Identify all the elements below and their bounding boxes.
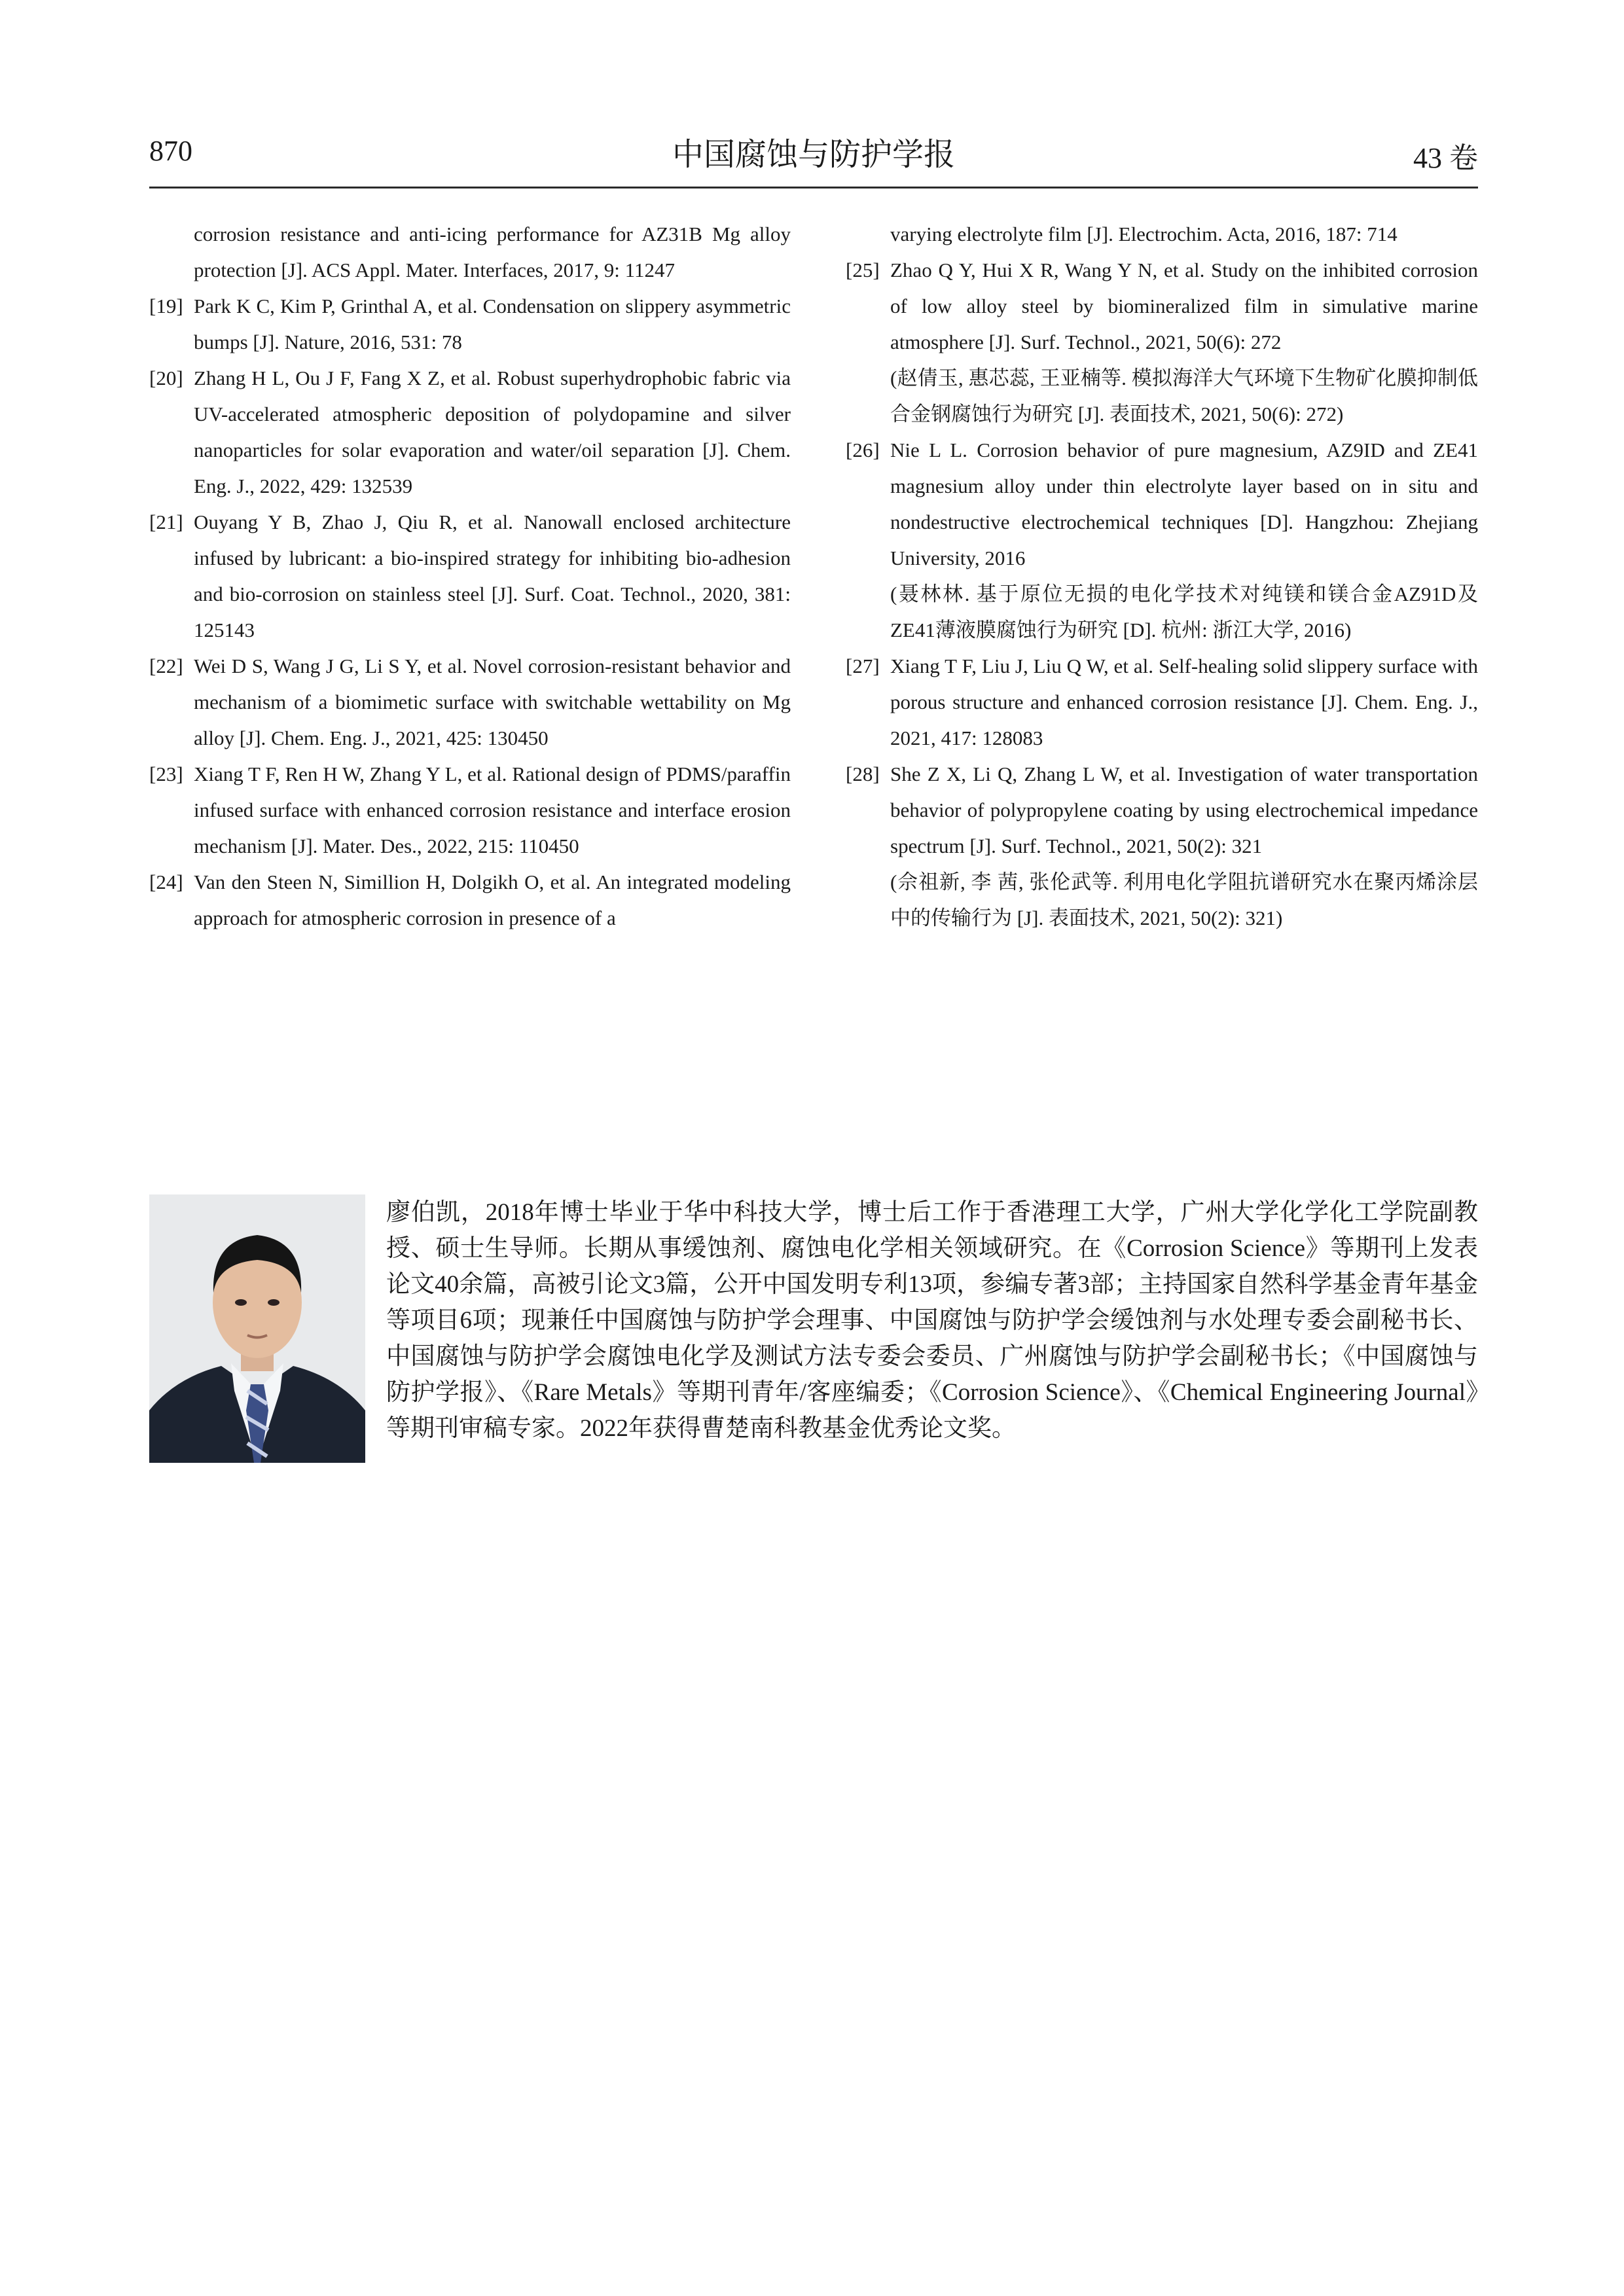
reference-body <box>194 756 791 864</box>
reference-number: [19] <box>149 295 183 317</box>
reference-body <box>194 648 791 756</box>
reference-number: [28] <box>846 762 880 785</box>
reference-number: [22] <box>149 655 183 677</box>
reference-number: [25] <box>846 259 880 281</box>
reference-body <box>194 288 791 360</box>
reference-number: [20] <box>149 367 183 389</box>
page-number: 870 <box>149 135 192 167</box>
reference-item <box>149 648 791 756</box>
reference-item <box>846 648 1478 756</box>
reference-body <box>194 360 791 504</box>
page-header <box>149 134 1478 188</box>
reference-item <box>846 252 1478 432</box>
author-portrait-image <box>149 1194 365 1463</box>
reference-text: Zhao Q Y, Hui X R, Wang Y N, et al. Study on the inhibited corrosion of low alloy steel by biomineralized film in simulative marine atmosphere [J]. Surf. Technol., 2021, 50(6): 272 <box>890 259 1478 353</box>
reference-body <box>890 432 1478 648</box>
reference-number: [26] <box>846 439 880 461</box>
reference-body <box>194 864 791 936</box>
reference-body <box>194 504 791 648</box>
reference-item <box>149 864 791 936</box>
reference-number: [21] <box>149 511 183 533</box>
reference-body <box>890 216 1478 252</box>
author-bio <box>149 1194 1478 1469</box>
reference-item <box>149 360 791 504</box>
reference-text: Zhang H L, Ou J F, Fang X Z, et al. Robust superhydrophobic fabric via UV-accelerated atmospheric deposition of polydopamine and silver nanoparticles for solar evaporation and water/oil separation [J]. Chem. Eng. J., 2022, 429: 132539 <box>194 367 791 497</box>
reference-body <box>890 648 1478 756</box>
reference-text: Xiang T F, Ren H W, Zhang Y L, et al. Rational design of PDMS/paraffin infused surface with enhanced corrosion resistance and interface erosion mechanism [J]. Mater. Des., 2022, 215: 110450 <box>194 762 791 857</box>
reference-chinese-translation: (赵倩玉, 惠芯蕊, 王亚楠等. 模拟海洋大气环境下生物矿化膜抑制低合金钢腐蚀行为研究 [J]. 表面技术, 2021, 50(6): 272) <box>890 367 1478 425</box>
volume-label: 43 卷 <box>1413 142 1478 174</box>
reference-item <box>846 432 1478 648</box>
author-photo <box>149 1194 365 1463</box>
reference-number: [24] <box>149 870 183 893</box>
author-bio-text: 廖伯凯，2018年博士毕业于华中科技大学，博士后工作于香港理工大学，广州大学化学化工学院副教授、硕士生导师。长期从事缓蚀剂、腐蚀电化学相关领域研究。在《Corrosion Science》等期刊上发表论文40余篇，高被引论文3篇，公开中国发明专利13项，参编专著3部；主持国家自然科学基金青年基金等项目6项；现兼任中国腐蚀与防护学会理事、中国腐蚀与防护学会缓蚀剂与水处理专委会副秘书长、中国腐蚀与防护学会腐蚀电化学及测试方法专委会委员、广州腐蚀与防护学会副秘书长；《中国腐蚀与防护学报》、《Rare Metals》等期刊青年/客座编委；《Corrosion Science》、《Chemical Engineering Journal》等期刊审稿专家。2022年获得曹楚南科教基金优秀论文奖。 <box>386 1199 1479 1442</box>
journal-title: 中国腐蚀与防护学报 <box>672 137 955 172</box>
reference-item <box>149 756 791 864</box>
references-left-column <box>149 216 791 936</box>
reference-body <box>890 252 1478 432</box>
references-right-column <box>846 216 1478 936</box>
reference-body <box>194 216 791 288</box>
reference-chinese-translation: (佘祖新, 李 茜, 张伦武等. 利用电化学阻抗谱研究水在聚丙烯涂层中的传输行为 [J]. 表面技术, 2021, 50(2): 321) <box>890 870 1478 929</box>
reference-body <box>890 756 1478 936</box>
reference-text: Nie L L. Corrosion behavior of pure magnesium, AZ9ID and ZE41 magnesium alloy under thin electrolyte layer based on in situ and nondestructive electrochemical techniques [D]. Hangzhou: Zhejiang University, 2016 <box>890 439 1478 569</box>
reference-text: Ouyang Y B, Zhao J, Qiu R, et al. Nanowall enclosed architecture infused by lubricant: a bio-inspired strategy for inhibiting bio-adhesion and bio-corrosion on stainless steel [J]. Surf. Coat. Technol., 2020, 381: 125143 <box>194 511 791 641</box>
reference-text: Xiang T F, Liu J, Liu Q W, et al. Self-healing solid slippery surface with porous structure and enhanced corrosion resistance [J]. Chem. Eng. J., 2021, 417: 128083 <box>890 655 1478 749</box>
reference-item <box>846 756 1478 936</box>
reference-text: Van den Steen N, Simillion H, Dolgikh O, et al. An integrated modeling approach for atmospheric corrosion in presence of a <box>194 870 791 929</box>
reference-text: She Z X, Li Q, Zhang L W, et al. Investigation of water transportation behavior of polypropylene coating by using electrochemical impedance spectrum [J]. Surf. Technol., 2021, 50(2): 321 <box>890 762 1478 857</box>
reference-item <box>846 216 1478 252</box>
reference-item <box>149 288 791 360</box>
reference-chinese-translation: (聂林林. 基于原位无损的电化学技术对纯镁和镁合金AZ91D及ZE41薄液膜腐蚀行为研究 [D]. 杭州: 浙江大学, 2016) <box>890 583 1478 641</box>
reference-item <box>149 504 791 648</box>
reference-text: Park K C, Kim P, Grinthal A, et al. Condensation on slippery asymmetric bumps [J]. Nature, 2016, 531: 78 <box>194 295 791 353</box>
reference-item <box>149 216 791 288</box>
reference-text: corrosion resistance and anti-icing performance for AZ31B Mg alloy protection [J]. ACS Appl. Mater. Interfaces, 2017, 9: 11247 <box>194 223 791 281</box>
reference-number: [23] <box>149 762 183 785</box>
reference-text: Wei D S, Wang J G, Li S Y, et al. Novel corrosion-resistant behavior and mechanism of a biomimetic surface with switchable wettability on Mg alloy [J]. Chem. Eng. J., 2021, 425: 130450 <box>194 655 791 749</box>
reference-number: [27] <box>846 655 880 677</box>
reference-text: varying electrolyte film [J]. Electrochim. Acta, 2016, 187: 714 <box>890 223 1398 245</box>
